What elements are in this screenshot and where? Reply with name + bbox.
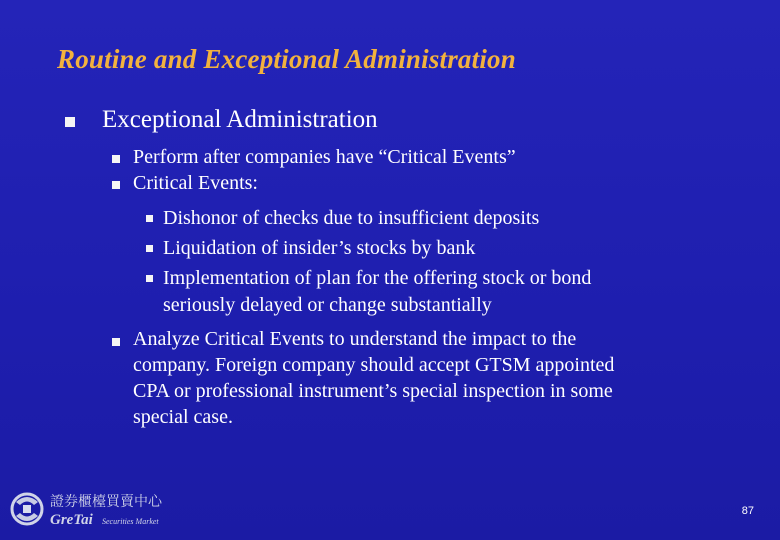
sub-item-implementation-cont: seriously delayed or change substantially [163,294,492,316]
bullet-icon [112,155,120,163]
bullet-icon [146,275,153,282]
sub-item-implementation: Implementation of plan for the offering stock or bond [163,267,592,289]
slide-title: Routine and Exceptional Administration [57,44,516,74]
list-item-analyze-cont: CPA or professional instrument’s special inspection in some [133,380,613,402]
bullet-icon [65,117,75,127]
page-number: 87 [741,505,754,517]
gretai-emblem-icon [12,494,42,524]
bullet-icon [112,338,120,346]
logo-chinese-text: 證券櫃檯買賣中心 [50,494,162,510]
bullet-icon [112,181,120,189]
logo-english-sub: Securities Market [102,517,159,526]
list-item-critical-events: Critical Events: [133,172,258,194]
list-item-perform: Perform after companies have “Critical Events” [133,146,516,168]
sub-item-dishonor: Dishonor of checks due to insufficient deposits [163,207,540,229]
bullet-icon [146,245,153,252]
level1-heading: Exceptional Administration [102,106,378,133]
list-item-analyze-cont: company. Foreign company should accept GTSM appointed [133,354,615,376]
sub-item-liquidation: Liquidation of insider’s stocks by bank [163,237,476,259]
bullet-icon [146,215,153,222]
list-item-analyze-cont: special case. [133,406,233,428]
gretai-logo [10,488,188,530]
list-item-analyze: Analyze Critical Events to understand the impact to the [133,328,577,350]
logo-english-main: GreTai [50,512,93,528]
